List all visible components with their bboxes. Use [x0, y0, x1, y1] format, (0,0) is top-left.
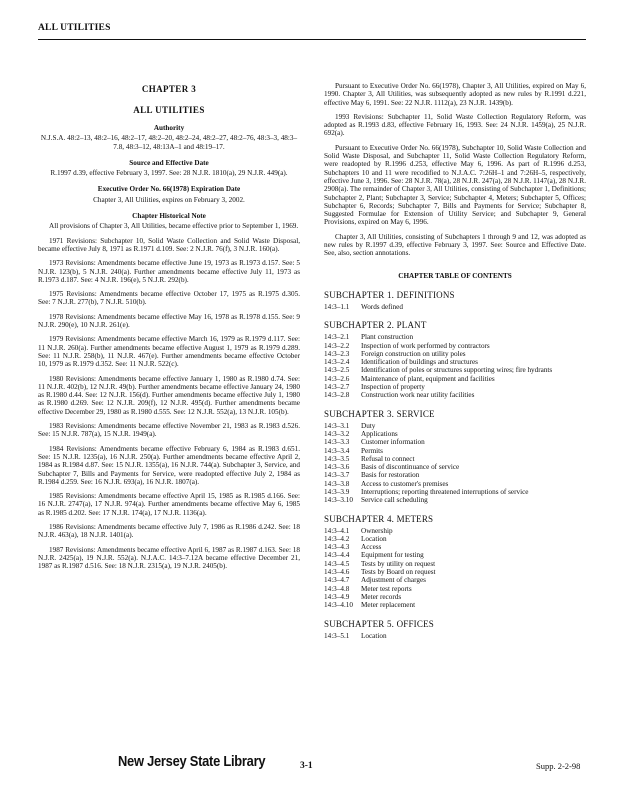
- section-number: 14:3–3.9: [324, 487, 350, 496]
- section-number: 14:3–3.5: [324, 454, 350, 463]
- section-number: 14:3–4.6: [324, 568, 350, 577]
- history-paragraph: 1973 Revisions: Amendments became effective June 19, 1973 as R.1973 d.157. See: 5 N.J.R. 123(b), 5 N.J.R. 240(a). Further amendments became effective July 11, 1973 as R.1973 d.187. See: 4 N.J.R. 196(e), 5 N.J.R. 292(b).: [38, 259, 300, 284]
- right-column: [324, 82, 586, 640]
- toc-heading: CHAPTER TABLE OF CONTENTS: [398, 271, 512, 280]
- toc-entry: [324, 366, 586, 374]
- subchapter-heading: SUBCHAPTER 1. DEFINITIONS: [324, 289, 455, 300]
- toc-entry: [324, 303, 586, 311]
- history-paragraph: 1987 Revisions: Amendments became effective April 6, 1987 as R.1987 d.163. See: 18 N.J.R. 2425(a), 19 N.J.R. 552(a). N.J.A.C. 14:3–7.12A became effective December 21, 1987 as R.1987 d.516. See: 18 N.J.R. 2315(a), 19 N.J.R. 2405(b).: [38, 545, 300, 571]
- library-logo-text: New Jersey State Library: [118, 753, 266, 770]
- section-number: 14:3–2.5: [324, 366, 350, 375]
- toc-entry: [324, 560, 586, 568]
- toc-entry: [324, 527, 586, 535]
- section-number: 14:3–4.1: [324, 526, 350, 535]
- section-number: 14:3–4.9: [324, 592, 350, 601]
- left-column: [38, 84, 300, 570]
- toc-entry: [324, 463, 586, 471]
- section-title: Maintenance of plant, equipment and facilities: [361, 374, 495, 383]
- header-rule: [38, 39, 586, 40]
- chapter-label: CHAPTER 3: [141, 84, 197, 94]
- history-paragraph: 1980 Revisions: Amendments became effective January 1, 1980 as R.1980 d.74. See: 11 N.J.R. 402(b), 12 N.J.R. 49(b). Further amendments became effective January 24, 1980 as R.1980 d.44. See: 12 N.J.R. 156(d). Further amendments became effective July 1, 1980 as R.1980 d.269. See: 12 N.J.R. 209(f), 12 N.J.R. 495(d). Further amendments became effective December 29, 1980 as R.1980 d.555. See: 12 N.J.R. 552(a), 13 N.J.R. 105(b).: [38, 374, 300, 416]
- history-paragraph: 1985 Revisions: Amendments became effective April 15, 1985 as R.1985 d.166. See: 16 N.J.R. 2747(a), 17 N.J.R. 974(a). Further amendments became effective May 6, 1985 as R.1985 d.202. See: 17 N.J.R. 174(a), 17 N.J.R. 1136(a).: [38, 492, 300, 517]
- source-text: R.1997 d.39, effective February 3, 1997. See: 28 N.J.R. 1810(a), 29 N.J.R. 449(a).: [50, 169, 288, 178]
- section-title: Adjustment of charges: [361, 576, 426, 585]
- authority-text: N.J.S.A. 48:2–13, 48:2–16, 48:2–17, 48:2–20, 48:2–24, 48:2–27, 48:2–76, 48:3–3, 48:3–7.8, 48:3–12, 48:13A–1 and 48:19–17.: [40, 134, 298, 151]
- history-paragraph: All provisions of Chapter 3, All Utilities, became effective prior to September 1, 1969.: [49, 222, 299, 231]
- toc-entry: [324, 488, 586, 496]
- section-number: 14:3–2.6: [324, 374, 350, 383]
- note-paragraph: Pursuant to Executive Order No. 66(1978), Subchapter 10, Solid Waste Collection and Solid Waste Disposal, and Subchapter 11, Solid Waste Collection Regulatory Reform, were readopted by R.1996 d.253, effective May 6, 1996. As part of R.1996 d.253, Subchapters 10 and 11 were recodified to N.J.A.C. 7:26H–1 and 7:26H–5, respectively, effective June 3, 1996. See: 28 N.J.R. 78(a), 28 N.J.R. 247(a), 28 N.J.R. 1147(a), 28 N.J.R. 2908(a). The remainder of Chapter 3, All Utilities, consisting of Subchapter 1, Definitions; Subchapter 2, Plant; Subchapter 3, Service; Subchapter 4, Meters; Subchapter 5, Offices; Subchapter 6, Records; Subchapter 7, Bills and Payments for Service; Subchapter 8, Suggested Formulae for Extension of Utility Service; and Subchapter 9, General Provisions, expired on May 6, 1996.: [324, 143, 586, 227]
- toc-entry: [324, 358, 586, 366]
- section-title: Meter test reports: [361, 584, 412, 593]
- section-title: Location: [361, 534, 387, 543]
- section-title: Meter records: [361, 592, 402, 601]
- section-title: Access to customer's premises: [361, 479, 449, 488]
- section-title: Plant construction: [361, 333, 414, 342]
- historical-note-heading: Chapter Historical Note: [132, 212, 206, 221]
- authority-heading: Authority: [153, 124, 185, 132]
- history-paragraph: 1978 Revisions: Amendments became effective May 16, 1978 as R.1978 d.155. See: 9 N.J.R. 290(e), 10 N.J.R. 261(e).: [38, 312, 300, 330]
- page-number: 3-1: [300, 761, 313, 771]
- toc-entry: [324, 438, 586, 446]
- note-paragraph: 1993 Revisions: Subchapter 11, Solid Waste Collection Regulatory Reform, was adopted as R.1993 d.83, effective February 16, 1993. See: 24 N.J.R. 1459(a), 25 N.J.R. 692(a).: [324, 112, 586, 138]
- toc-entry: [324, 422, 586, 430]
- history-paragraph: 1986 Revisions: Amendments became effective July 7, 1986 as R.1986 d.242. See: 18 N.J.R. 463(a), 18 N.J.R. 1401(a).: [38, 522, 300, 540]
- supplement-date: Supp. 2-2-98: [536, 761, 581, 771]
- toc-entry: [324, 601, 586, 609]
- toc-entry: [324, 593, 586, 601]
- subchapter-heading: SUBCHAPTER 3. SERVICE: [324, 408, 435, 419]
- toc-entry: [324, 383, 586, 391]
- section-title: Ownership: [361, 526, 393, 535]
- section-title: Refusal to connect: [361, 454, 415, 463]
- toc-entry: [324, 471, 586, 479]
- section-title: Tests by utility on request: [361, 559, 436, 568]
- toc-entry: [324, 632, 586, 640]
- section-number: 14:3–4.5: [324, 559, 350, 568]
- section-title: Construction work near utility facilities: [361, 391, 475, 400]
- section-number: 14:3–2.4: [324, 358, 350, 367]
- note-paragraph: Chapter 3, All Utilities, consisting of Subchapters 1 through 9 and 12, was adopted as new rules by R.1997 d.39, effective February 3, 1997. See: Source and Effective Date. See, also, section annotations.: [324, 232, 586, 258]
- section-title: Equipment for testing: [361, 551, 424, 560]
- source-heading: Source and Effective Date: [129, 158, 209, 167]
- history-paragraph: 1983 Revisions: Amendments became effective November 21, 1983 as R.1983 d.526. See: 15 N.J.R. 787(a), 15 N.J.R. 1949(a).: [38, 422, 300, 439]
- history-paragraph: 1971 Revisions: Subchapter 10, Solid Waste Collection and Solid Waste Disposal, became effective July 8, 1971 as R.1971 d.109. See: 2 N.J.R. 76(f), 3 N.J.R. 160(a).: [38, 236, 300, 253]
- note-paragraph: Pursuant to Executive Order No. 66(1978), Chapter 3, All Utilities, expired on May 6, 1990. Chapter 3, All Utilities, was subsequently adopted as new rules by R.1991 d.221, effective May 6, 1991. See: 22 N.J.R. 1112(a), 23 N.J.R. 1439(b).: [324, 82, 586, 107]
- section-number: 14:3–2.8: [324, 391, 350, 400]
- section-number: 14:3–4.2: [324, 534, 350, 543]
- section-title: Foreign construction on utility poles: [361, 349, 466, 358]
- section-title: Duty: [361, 421, 376, 430]
- toc-entry: [324, 576, 586, 584]
- table-of-contents: [324, 290, 586, 640]
- section-title: Words defined: [361, 302, 403, 311]
- toc-entry: [324, 568, 586, 576]
- toc-entry: [324, 391, 586, 399]
- toc-entry: [324, 455, 586, 463]
- section-title: Basis of discontinuance of service: [361, 463, 460, 472]
- section-number: 14:3–3.1: [324, 421, 350, 430]
- toc-entry: [324, 551, 586, 559]
- section-number: 14:3–3.8: [324, 479, 350, 488]
- section-title: Location: [361, 631, 387, 640]
- section-title: Meter replacement: [361, 601, 416, 610]
- section-number: 14:3–3.6: [324, 463, 350, 472]
- toc-entry: [324, 350, 586, 358]
- section-number: 14:3–2.7: [324, 383, 350, 392]
- toc-entry: [324, 480, 586, 488]
- toc-entry: [324, 430, 586, 438]
- section-number: 14:3–4.4: [324, 551, 350, 560]
- section-number: 14:3–4.3: [324, 543, 350, 552]
- section-number: 14:3–3.3: [324, 438, 350, 447]
- section-title: Applications: [361, 429, 398, 438]
- section-title: Inspection of work performed by contractors: [361, 341, 490, 350]
- toc-entry: [324, 585, 586, 593]
- subchapter-heading: SUBCHAPTER 4. METERS: [324, 513, 434, 524]
- subchapter-heading: SUBCHAPTER 5. OFFICES: [324, 618, 434, 629]
- section-number: 14:3–3.7: [324, 471, 350, 480]
- section-title: Inspection of property: [361, 383, 425, 392]
- toc-entry: [324, 333, 586, 341]
- section-title: Identification of poles or structures supporting wires; fire hydrants: [361, 366, 553, 375]
- executive-order-text: Chapter 3, All Utilities, expires on February 3, 2002.: [93, 195, 245, 204]
- section-title: Access: [361, 543, 382, 552]
- section-number: 14:3–3.2: [324, 429, 350, 438]
- toc-entry: [324, 496, 586, 504]
- executive-order-heading: Executive Order No. 66(1978) Expiration Date: [97, 185, 241, 194]
- running-head: ALL UTILITIES: [38, 23, 111, 33]
- section-title: Identification of buildings and structures: [361, 358, 478, 367]
- toc-entry: [324, 543, 586, 551]
- section-number: 14:3–4.8: [324, 584, 350, 593]
- section-number: 14:3–2.3: [324, 349, 350, 358]
- toc-entry: [324, 535, 586, 543]
- section-title: Customer information: [361, 438, 425, 447]
- section-number: 14:3–1.1: [324, 302, 350, 311]
- section-number: 14:3–4.7: [324, 576, 350, 585]
- section-number: 14:3–3.4: [324, 446, 350, 455]
- section-number: 14:3–4.10: [324, 601, 353, 610]
- section-title: Tests by Board on request: [361, 568, 436, 577]
- section-number: 14:3–5.1: [324, 631, 350, 640]
- section-title: Basis for restoration: [361, 471, 420, 480]
- subchapter-heading: SUBCHAPTER 2. PLANT: [324, 320, 427, 331]
- history-paragraph: 1984 Revisions: Amendments became effective February 6, 1984 as R.1983 d.651. See: 15 N.J.R. 1235(a), 16 N.J.R. 250(a). Further amendments became effective April 2, 1984 as R.1984 d.87. See: 15 N.J.R. 1355(a), 16 N.J.R. 744(a). Subchapter 3, Service, and Subchapter 7, Bills and Payments for Service, were readopted effective July 2, 1984 as R.1984 d.259. See: 16 N.J.R. 693(a), 16 N.J.R. 1807(a).: [38, 444, 300, 486]
- toc-entry: [324, 342, 586, 350]
- section-number: 14:3–2.2: [324, 341, 350, 350]
- chapter-title: ALL UTILITIES: [133, 105, 205, 115]
- section-number: 14:3–3.10: [324, 496, 353, 505]
- section-title: Service call scheduling: [361, 496, 428, 505]
- history-paragraph: 1975 Revisions: Amendments became effective October 17, 1975 as R.1975 d.305. See: 7 N.J.R. 277(b), 7 N.J.R. 510(b).: [38, 290, 300, 307]
- section-number: 14:3–2.1: [324, 333, 350, 342]
- history-paragraph: 1979 Revisions: Amendments became effective March 16, 1979 as R.1979 d.117. See: 11 N.J.R. 260(a). Further amendments became effective August 1, 1979 as R.1979 d.289. See: 11 N.J.R. 258(b), 11 N.J.R. 467(e). Further amendments became effective October 10, 1979 as R.1979 d.352. See: 11 N.J.R. 522(c).: [38, 335, 300, 369]
- toc-entry: [324, 375, 586, 383]
- toc-entry: [324, 447, 586, 455]
- section-title: Interruptions; reporting threatened interruptions of service: [361, 487, 529, 496]
- section-title: Permits: [361, 446, 383, 455]
